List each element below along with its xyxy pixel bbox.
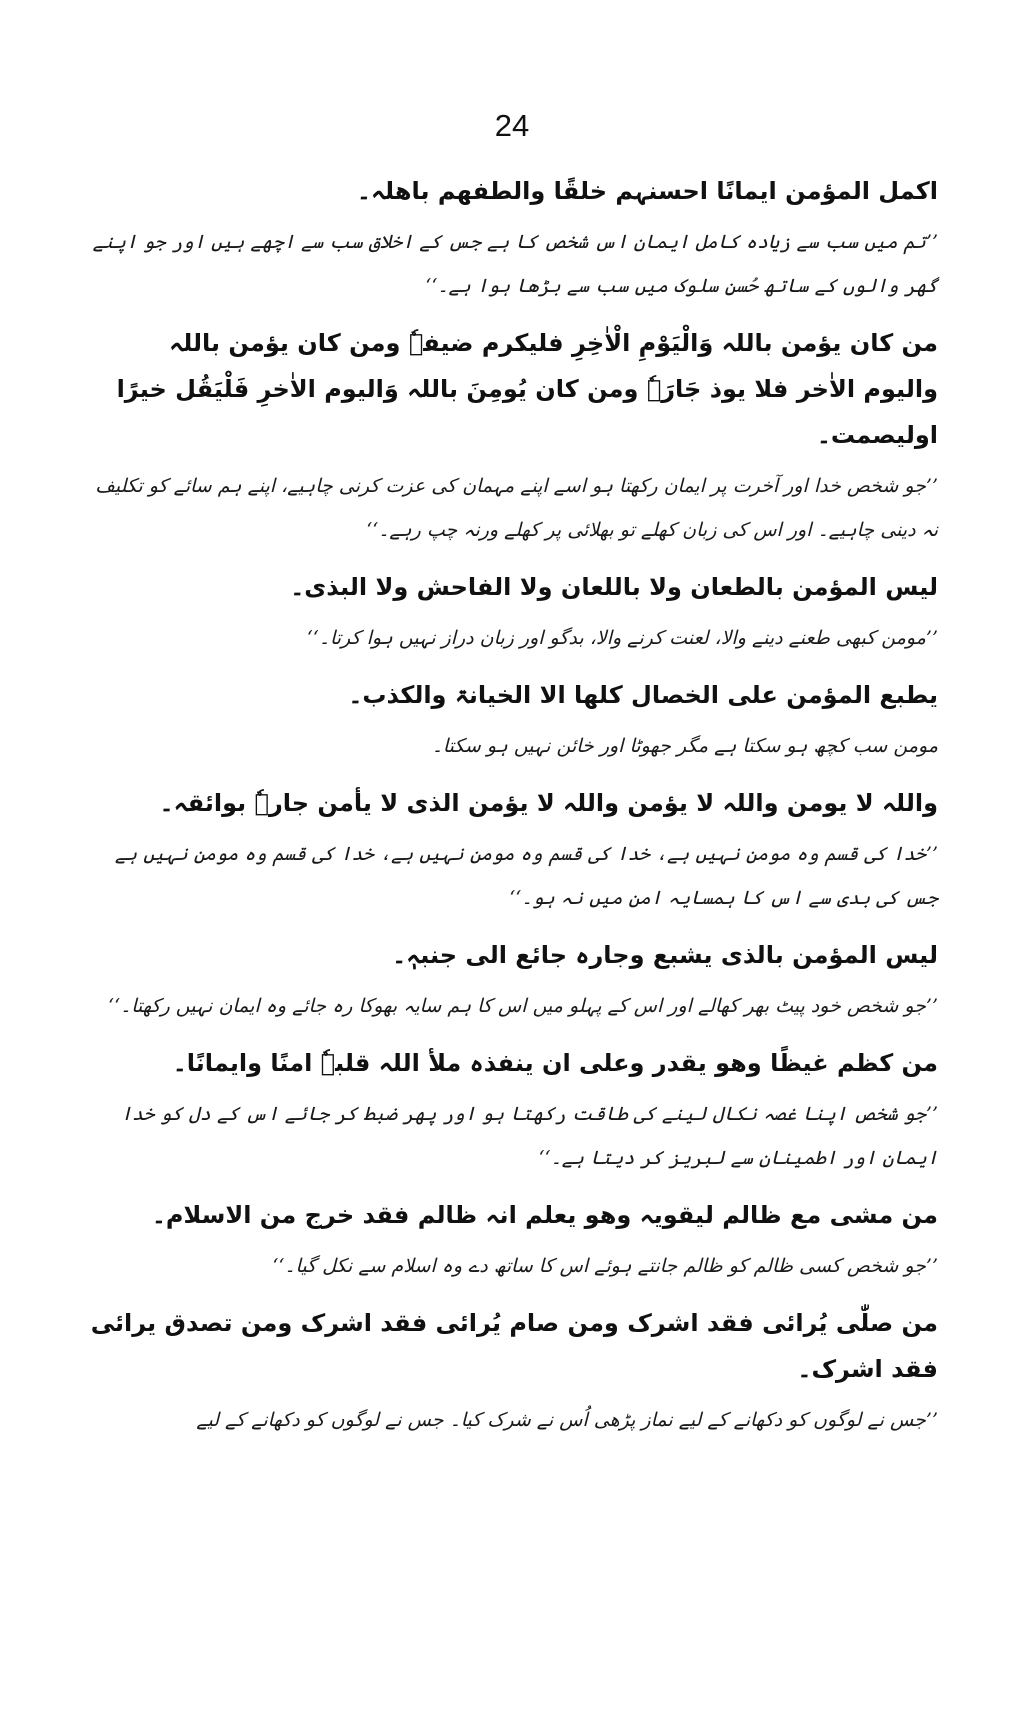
hadith-arabic-2: من کان یؤمن باللہ وَالْیَوْمِ الْاٰخِرِ فلیکرم ضیفہٗ ومن کان یؤمن باللہ والیوم الاٰخر فلا یوذ جَارَہٗ ومن کان یُومِنَ باللہ وَالیوم الاٰخرِ فَلْیَقُل خیرًا اولیصمت۔ (116, 329, 938, 449)
translation-urdu-3: ’’مومن کبھی طعنے دینے والا، لعنت کرنے والا، بدگو اور زبان دراز نہیں ہوا کرتا۔‘‘ (306, 627, 938, 649)
translation-urdu-2: ’’جو شخص خدا اور آخرت پر ایمان رکھتا ہو اسے اپنے مہمان کی عزت کرنی چاہیے، اپنے ہم سائے کو تکلیف نہ دینی چاہیے۔ اور اس کی زبان کھلے تو بھلائی پر کھلے ورنہ چپ رہے۔‘‘ (95, 475, 938, 541)
page-number: 24 (494, 108, 530, 143)
translation-urdu-6: ’’جو شخص خود پیٹ بھر کھالے اور اس کے پہلو میں اس کا ہم سایہ بھوکا رہ جائے وہ ایمان نہیں رکھتا۔‘‘ (108, 995, 938, 1017)
translation-urdu-7: ’’جو شخص اپنا غصہ نکال لینے کی طاقت رکھتا ہو اور پھر ضبط کر جائے اس کے دل کو خدا ایمان اور اطمینان سے لبریز کر دیتا ہے۔‘‘ (120, 1103, 938, 1169)
hadith-arabic-4: یطبع المؤمن علی الخصال کلھا الا الخیانۃ والکذب۔ (348, 681, 938, 709)
hadith-arabic-3: لیس المؤمن بالطعان ولا باللعان ولا الفاحش ولا البذی۔ (290, 573, 938, 601)
translation-urdu-5: ’’خدا کی قسم وہ مومن نہیں ہے، خدا کی قسم وہ مومن نہیں ہے، خدا کی قسم وہ مومن نہیں ہے جس کی بدی سے اس کا ہمسایہ امن میں نہ ہو۔‘‘ (114, 843, 938, 909)
translation-urdu-8: ’’جو شخص کسی ظالم کو ظالم جانتے ہوئے اس کا ساتھ دے وہ اسلام سے نکل گیا۔‘‘ (272, 1255, 938, 1277)
hadith-arabic-1: اکمل المؤمن ایمانًا احسنہم خلقًا والطفھم باھلہ۔ (356, 177, 938, 205)
hadith-arabic-9: من صلّٰی یُرائی فقد اشرک ومن صام یُرائی فقد اشرک ومن تصدق یرائی فقد اشرک۔ (90, 1309, 938, 1383)
translation-urdu-4: مومن سب کچھ ہو سکتا ہے مگر جھوٹا اور خائن نہیں ہو سکتا۔ (431, 735, 938, 757)
hadith-arabic-8: من مشی مع ظالم لیقویہ وھو یعلم انہ ظالم فقد خرج من الاسلام۔ (151, 1201, 938, 1229)
hadith-arabic-5: واللہ لا یومن واللہ لا یؤمن واللہ لا یؤمن الذی لا یأمن جارہٗ بوائقہ۔ (159, 789, 938, 817)
page-body (88, 168, 938, 1454)
hadith-arabic-7: من کظم غیظًا وھو یقدر وعلی ان ینفذہ ملأ اللہ قلبہٗ امنًا وایمانًا۔ (172, 1049, 938, 1077)
hadith-arabic-6: لیس المؤمن بالذی یشبع وجارہ جائع الی جنبہٖ۔ (392, 941, 938, 969)
translation-urdu-9: ’’جس نے لوگوں کو دکھانے کے لیے نماز پڑھی اُس نے شرک کیا۔ جس نے لوگوں کو دکھانے کے لیے (196, 1409, 938, 1431)
translation-urdu-1: ’’تم میں سب سے زیادہ کامل ایمان اس شخص کا ہے جس کے اخلاق سب سے اچھے ہیں اور جو اپنے گھر والوں کے ساتھ حُسنِ سلوک میں سب سے بڑھا ہوا ہے۔‘‘ (92, 231, 938, 297)
